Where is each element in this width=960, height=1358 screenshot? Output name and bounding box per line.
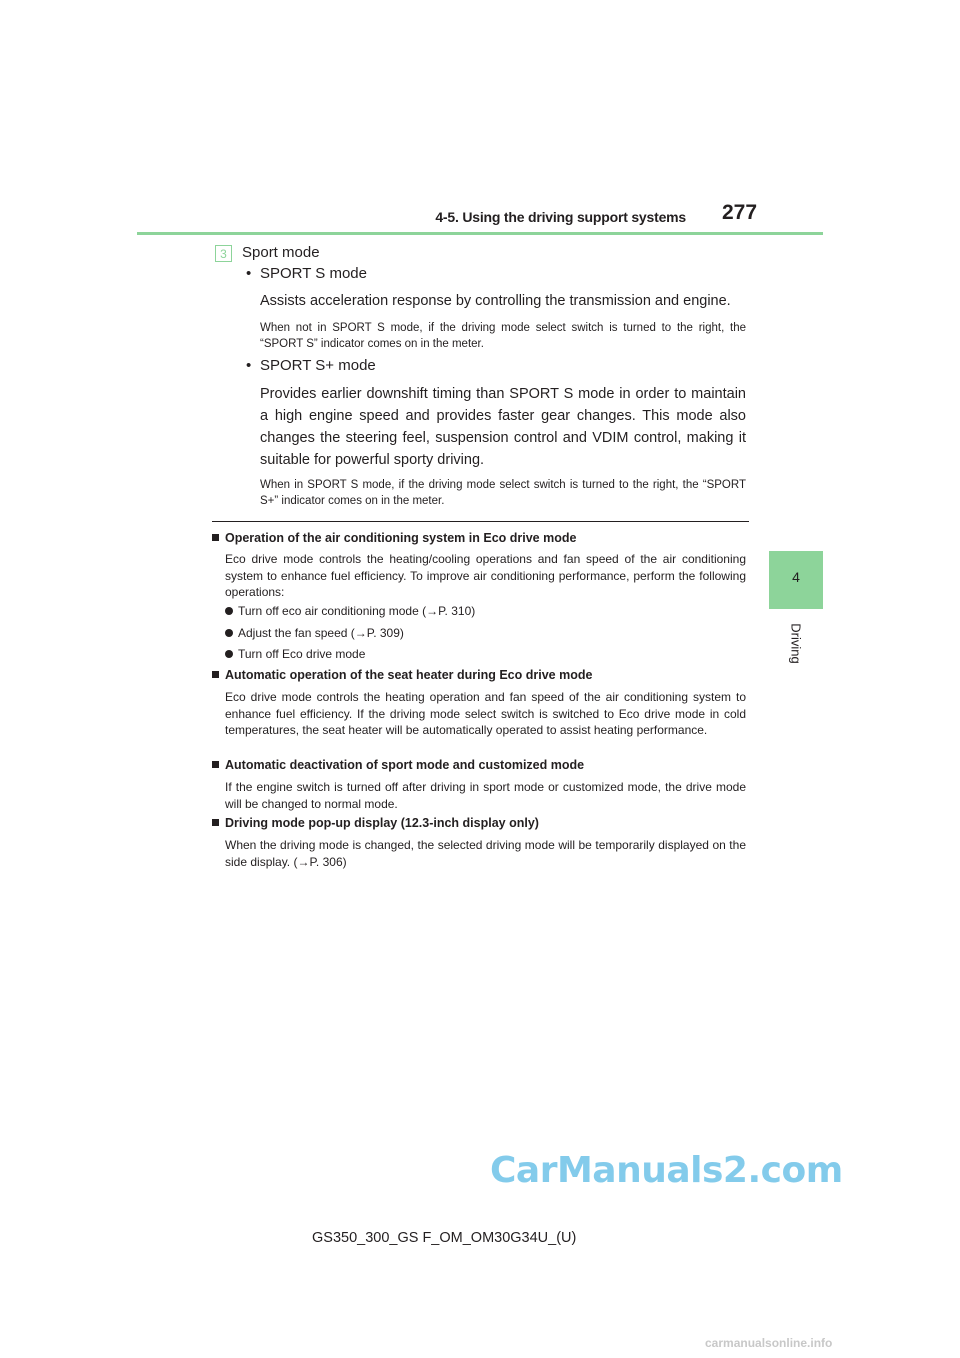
sport-s-plus-body: Provides earlier downshift timing than SPORT S mode in order to maintain a high engine speed and provides faster gear changes. This mode also changes the steering feel, suspension control and VDIM control, making it suitable for powerful sporty driving.	[260, 386, 746, 468]
watermark-footer: carmanualsonline.info	[705, 1336, 833, 1350]
round-bullet-icon	[225, 650, 233, 658]
running-header: 4-5. Using the driving support systems	[435, 209, 686, 225]
list-item	[225, 604, 475, 618]
square-bullet-icon	[212, 534, 219, 541]
sport-s-title: SPORT S mode	[260, 265, 367, 282]
chapter-number: 4	[792, 569, 800, 585]
sport-s-plus-title: SPORT S+ mode	[260, 357, 376, 374]
section-divider	[212, 521, 749, 522]
list-item	[225, 647, 365, 661]
page-number: 277	[722, 201, 758, 224]
list-item-text: Turn off Eco drive mode	[238, 647, 366, 661]
header-rule	[137, 232, 823, 235]
list-item	[225, 626, 404, 640]
seat-heater-heading-text: Automatic operation of the seat heater during Eco drive mode	[225, 668, 593, 682]
popup-heading	[212, 816, 539, 830]
list-item-text: Adjust the fan speed (→P. 309)	[238, 626, 404, 640]
deactivation-body: If the engine switch is turned off after driving in sport mode or customized mode, the drive mode will be changed to normal mode.	[225, 780, 746, 811]
step-number-badge: 3	[215, 245, 232, 262]
deactivation-heading-text: Automatic deactivation of sport mode and customized mode	[225, 758, 585, 772]
list-item-text: Turn off eco air conditioning mode (→P. 310)	[238, 604, 476, 618]
bullet-mark: •	[246, 265, 252, 282]
round-bullet-icon	[225, 629, 233, 637]
square-bullet-icon	[212, 761, 219, 768]
sport-s-plus-note: When in SPORT S mode, if the driving mode select switch is turned to the right, the “SPORT S+” indicator comes on in the meter.	[260, 479, 746, 507]
sport-s-note: When not in SPORT S mode, if the driving mode select switch is turned to the right, the “SPORT S” indicator comes on in the meter.	[260, 322, 746, 350]
footer-document-code: GS350_300_GS F_OM_OM30G34U_(U)	[312, 1230, 577, 1246]
bullet-mark: •	[246, 357, 252, 374]
popup-body: When the driving mode is changed, the selected driving mode will be temporarily displayed on the side display. (→P. 306)	[225, 838, 746, 869]
chapter-label: Driving	[788, 623, 804, 664]
chapter-tab	[769, 551, 823, 609]
seat-heater-heading	[212, 668, 592, 682]
square-bullet-icon	[212, 819, 219, 826]
watermark-logo: CarManuals2.com	[490, 1150, 843, 1191]
popup-heading-text: Driving mode pop-up display (12.3-inch display only)	[225, 816, 539, 830]
round-bullet-icon	[225, 607, 233, 615]
seat-heater-body: Eco drive mode controls the heating operation and fan speed of the air conditioning system to enhance fuel efficiency. If the driving mode select switch is switched to Eco drive mode in cold temperatures, the seat heater will be automatically operated to assist heating performance.	[225, 690, 746, 737]
sport-s-body: Assists acceleration response by controlling the transmission and engine.	[260, 293, 731, 309]
aircon-body: Eco drive mode controls the heating/cooling operations and fan speed of the air conditioning system to enhance fuel efficiency. To improve air conditioning performance, perform the following operations:	[225, 552, 746, 599]
square-bullet-icon	[212, 671, 219, 678]
sport-mode-heading: Sport mode	[242, 244, 320, 261]
aircon-heading	[212, 531, 576, 545]
deactivation-heading	[212, 758, 584, 772]
aircon-heading-text: Operation of the air conditioning system in Eco drive mode	[225, 531, 577, 545]
